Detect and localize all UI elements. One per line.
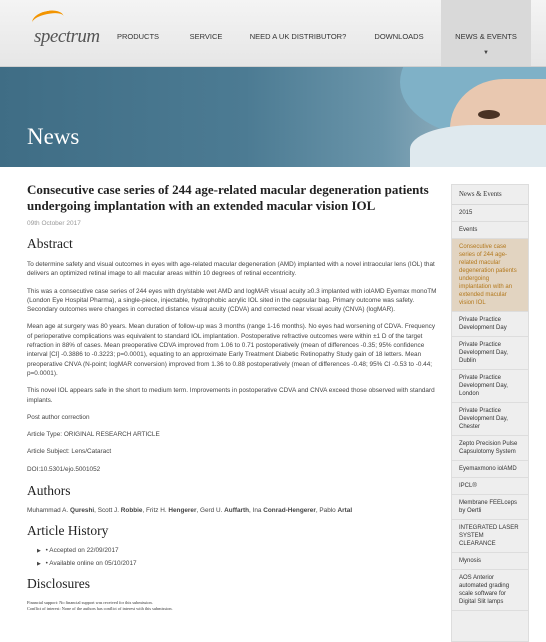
abstract-paragraph: Mean age at surgery was 80 years. Mean duration of follow-up was 3 months (range 1-16 months). No eyes had worsening of CDVA. Frequency of perioperative complications was equivalent to standard IOL implantation. Postoperative refractive outcomes were within ±1 D of the target refraction in 88% of cases. Mean preoperative CDVA improved from 1.06 to 0.71 postoperatively (mean of differences -0.35; 95% confidence interval [CI] -0.3886 to -0.3223; p=0.0001), equating to an approximate Early Treatment Diabetic Retinopathy Study gain of 18 letters. Mean preoperative CNVA (N-point; logMAR conversion) improved from 1.36 to 0.88 postoperatively (mean of differences -0.48; 95% CI -0.53 to -0.44; p=0.0001). — [27, 323, 436, 377]
sidebar-item-private-practice-london[interactable]: Private Practice Development Day, London — [452, 370, 528, 403]
sidebar-item-2015[interactable]: 2015 — [452, 205, 528, 222]
author-first-name: Gerd U. — [200, 507, 223, 515]
hero-banner — [0, 67, 546, 167]
author-first-name: Fritz H. — [146, 507, 167, 515]
article-date: 09th October 2017 — [27, 220, 81, 227]
abstract-paragraph: This novel IOL appears safe in the short to medium term. Improvements in postoperative CDVA and CNVA exceed those observed with standard implants. — [27, 387, 435, 404]
hero-surgeon-eye — [478, 110, 500, 119]
history-item — [37, 560, 437, 567]
author-first-name: Ina — [252, 507, 262, 515]
nav-news-events-label: NEWS & EVENTS — [455, 32, 517, 41]
abstract-paragraph: To determine safety and visual outcomes in eyes with age-related macular degeneration (AMD) implanted with a novel intraocular lens (IOL) that delivers an optimized retinal image to all macular areas within 10 degrees of retinal eccentricity. — [27, 261, 435, 278]
author-last-name: Robbie — [120, 507, 143, 515]
triangle-right-icon: ▶ — [37, 561, 41, 568]
disclosure-conflict: Conflict of interest: None of the authors has conflict of interest with this submission. — [27, 606, 173, 612]
sidebar-item-current-article[interactable]: Consecutive case series of 244 age-related macular degeneration patients undergoing implantation with an extended macular vision IOL — [452, 239, 528, 312]
sidebar-item-eyemax[interactable]: Eyemaxmono iolAMD — [452, 461, 528, 478]
top-navigation-bar — [0, 0, 546, 67]
authors-heading: Authors — [27, 483, 71, 499]
sidebar-item-private-practice-dublin[interactable]: Private Practice Development Day, Dublin — [452, 337, 528, 370]
sidebar-item-aos-anterior[interactable]: AOS Anterior automated grading scale software for Digital Slit lamps — [452, 570, 528, 611]
triangle-right-icon: ▶ — [37, 548, 41, 555]
sidebar-item-mynosis[interactable]: Mynosis — [452, 553, 528, 570]
nav-uk-distributor[interactable]: NEED A UK DISTRIBUTOR? — [249, 32, 347, 41]
article-title: Consecutive case series of 244 age-related macular degeneration patients undergoing implantation with an extended macular vision IOL — [27, 182, 429, 213]
article-doi: DOI:10.5301/ejo.5001052 — [27, 465, 101, 473]
abstract-heading: Abstract — [27, 236, 73, 251]
spectrum-logo[interactable] — [30, 8, 100, 54]
nav-service[interactable]: SERVICE — [189, 32, 223, 41]
article-type: Article Type: ORIGINAL RESEARCH ARTICLE — [27, 431, 160, 439]
disclosures-heading: Disclosures — [27, 576, 90, 592]
abstract-paragraph: This was a consecutive case series of 244 eyes with dry/stable wet AMD and logMAR visual acuity ≥0.3 implanted with iolAMD Eyemax monoTM (London Eye Hospital Pharma), a single-piece, injectable, hydrophobic acrylic IOL sited in the capsular bag. Primary outcome was safety. Secondary outcomes were changes in corrected distance visual acuity (CDVA) and corrected near visual acuity (CNVA) (logMAR). — [27, 287, 437, 314]
sidebar-item-membrane-feelceps[interactable]: Membrane FEELceps by Oertli — [452, 495, 528, 520]
sidebar-item-private-practice-chester[interactable]: Private Practice Development Day, Chester — [452, 403, 528, 436]
sidebar-item-ipcl[interactable]: IPCL® — [452, 478, 528, 495]
logo-text: spectrum — [34, 26, 100, 47]
caret-down-icon: ▼ — [483, 50, 489, 56]
sidebar-item-events[interactable]: Events — [452, 222, 528, 239]
author-last-name: Hengerer — [168, 507, 197, 515]
disclosure-financial: Financial support: No financial support was received for this submission. — [27, 600, 153, 606]
author-first-name: Scott J. — [97, 507, 120, 515]
correction-note: Post author correction — [27, 413, 90, 421]
author-last-name: Artal — [337, 507, 353, 515]
author-last-name: Auffarth — [224, 507, 250, 515]
page-title: News — [27, 124, 80, 149]
nav-products[interactable]: PRODUCTS — [116, 32, 160, 41]
history-online: • Available online on 05/10/2017 — [45, 560, 137, 568]
author-first-name: Muhammad A. — [27, 507, 69, 515]
author-last-name: Conrad-Hengerer — [263, 507, 316, 515]
authors-list: Muhammad A. Qureshi, Scott J. Robbie, Fritz H. Hengerer, Gerd U. Auffarth, Ina Conrad-Hengerer, Pablo Artal — [27, 507, 353, 515]
history-accepted: • Accepted on 22/09/2017 — [45, 547, 119, 555]
author-last-name: Qureshi — [69, 507, 95, 515]
news-events-sidebar — [451, 184, 529, 642]
nav-news-events[interactable] — [441, 0, 531, 66]
sidebar-item-private-practice[interactable]: Private Practice Development Day — [452, 312, 528, 337]
nav-downloads[interactable]: DOWNLOADS — [374, 32, 424, 41]
article-subject: Article Subject: Lens/Cataract — [27, 448, 112, 456]
hero-surgeon-mask — [410, 125, 546, 167]
article-history-heading: Article History — [27, 523, 109, 539]
history-item — [37, 547, 437, 554]
sidebar-item-zepto[interactable]: Zepto Precision Pulse Capsulotomy System — [452, 436, 528, 461]
sidebar-item-integrated-laser[interactable]: INTEGRATED LASER SYSTEM CLEARANCE — [452, 520, 528, 553]
author-first-name: Pablo — [319, 507, 336, 515]
article — [27, 182, 437, 612]
sidebar-heading: News & Events — [452, 185, 528, 205]
